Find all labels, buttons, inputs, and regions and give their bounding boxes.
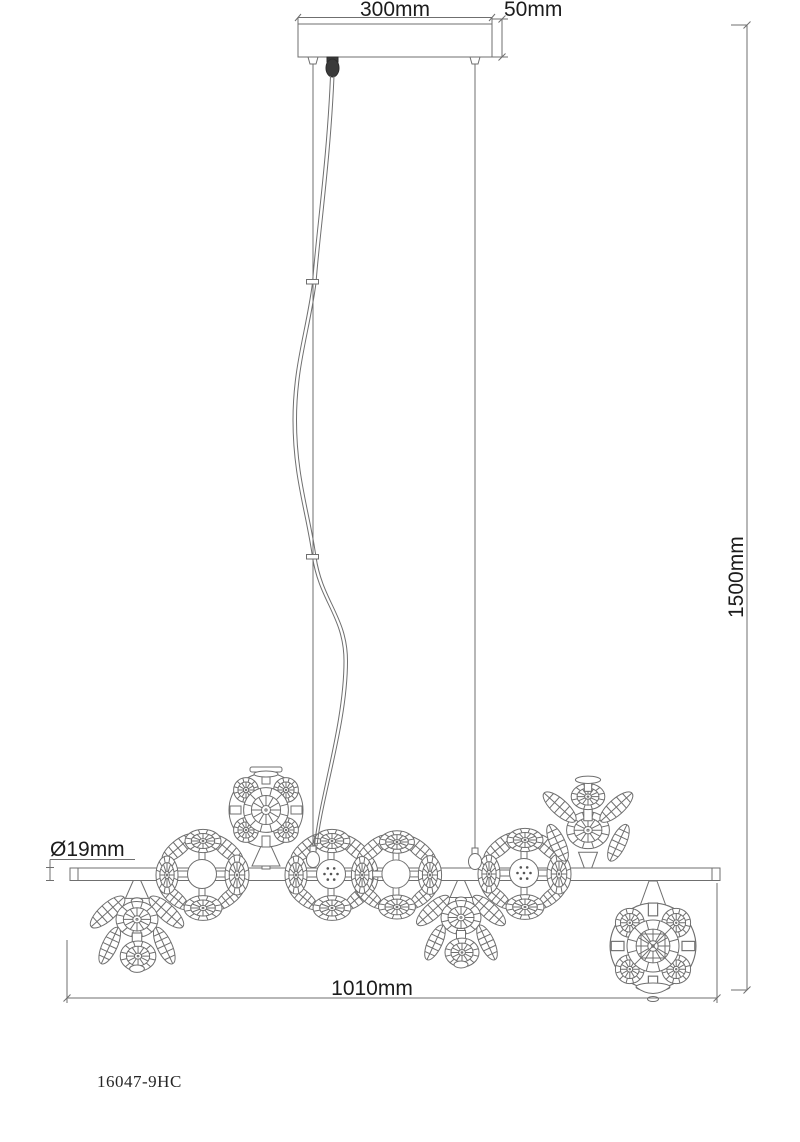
- ceiling-canopy: [298, 24, 492, 77]
- model-code: 16047-9HC: [97, 1072, 182, 1091]
- bar-length-label: 1010mm: [331, 977, 413, 1000]
- canopy-height-label: 50mm: [504, 0, 563, 21]
- cord-clip-upper: [307, 280, 319, 285]
- bar-diameter-label: Ø19mm: [50, 838, 125, 861]
- dimension-canopy-height: [492, 0, 562, 61]
- light-9-flower-ball-down: [610, 881, 696, 1002]
- cable-grommet-right: [470, 57, 480, 64]
- cable-grommet-left: [308, 57, 318, 64]
- suspension-drop-label: 1500mm: [725, 536, 748, 618]
- canopy-width-label: 300mm: [359, 0, 431, 21]
- dimension-suspension-drop: [725, 22, 751, 994]
- cord-grip: [326, 57, 339, 77]
- dimension-canopy-width: [295, 0, 495, 24]
- power-cord: [293, 76, 348, 846]
- cord-clip-lower: [307, 555, 319, 560]
- cable-end-connector-right: [469, 848, 482, 870]
